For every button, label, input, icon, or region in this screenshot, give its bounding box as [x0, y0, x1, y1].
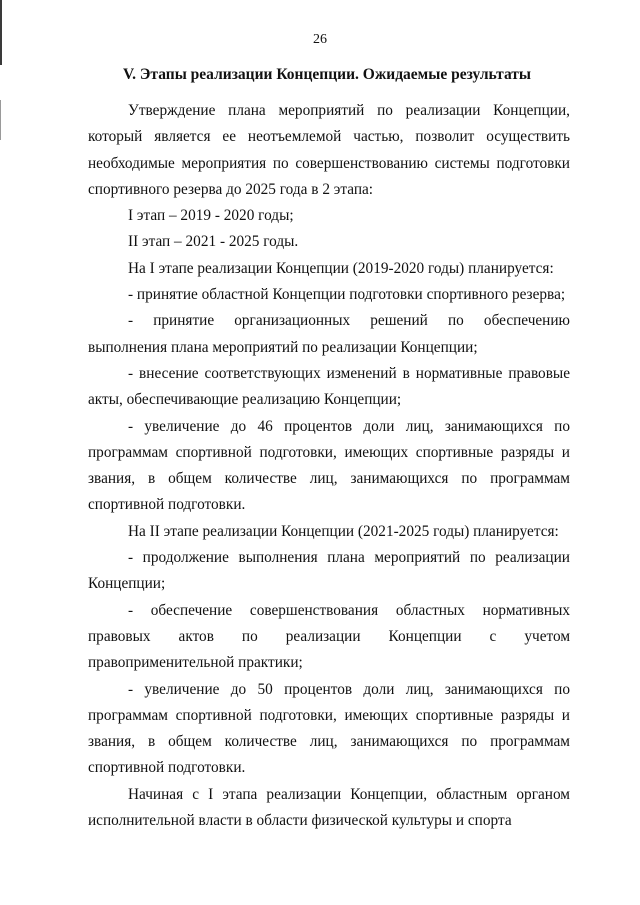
paragraph-stage-2-plan: На II этапе реализации Концепции (2021-2025 годы) планируется:: [128, 522, 559, 540]
paragraph-stage-1-plan: На I этапе реализации Концепции (2019-2020 годы) планируется:: [128, 259, 554, 277]
list-item: - обеспечение совершенствования областных нормативных правовых актов по реализации Концепции с учетом правоприменительной практики;: [88, 601, 570, 672]
paragraph-closing: Начиная с I этапа реализации Концепции, областным органом исполнительной власти в области физической культуры и спорта: [88, 785, 570, 830]
paragraph-stage-2: II этап – 2021 - 2025 годы.: [128, 233, 299, 251]
list-item: - увеличение до 50 процентов доли лиц, занимающихся по программам спортивной подготовки, имеющих спортивные разряды и звания, в общем количестве лиц, занимающихся по программам спортивной подготовки.: [88, 680, 570, 777]
list-item: - продолжение выполнения плана мероприятий по реализации Концепции;: [88, 549, 570, 593]
section-heading: V. Этапы реализации Концепции. Ожидаемые результаты: [122, 66, 532, 83]
body-text: [88, 98, 570, 834]
paragraph-stage-1: I этап – 2019 - 2020 годы;: [128, 207, 294, 225]
list-item: - принятие областной Концепции подготовки спортивного резерва;: [128, 286, 566, 304]
list-item: - увеличение до 46 процентов доли лиц, занимающихся по программам спортивной подготовки, имеющих спортивные разряды и звания, в общем количестве лиц, занимающихся по программам спортивной подготовки.: [88, 417, 570, 514]
list-item: - принятие организационных решений по обеспечению выполнения плана мероприятий по реализации Концепции;: [88, 312, 570, 356]
paragraph-intro: Утверждение плана мероприятий по реализации Концепции, который является ее неотъемлемой частью, позволит осуществить необходимые мероприятия по совершенствованию системы подготовки спортивного резерва до 2025 года в 2 этапа:: [88, 102, 570, 198]
page-number: 26: [313, 32, 327, 47]
list-item: - внесение соответствующих изменений в нормативные правовые акты, обеспечивающие реализацию Концепции;: [88, 364, 570, 409]
scan-edge-mark: [0, 100, 1, 140]
